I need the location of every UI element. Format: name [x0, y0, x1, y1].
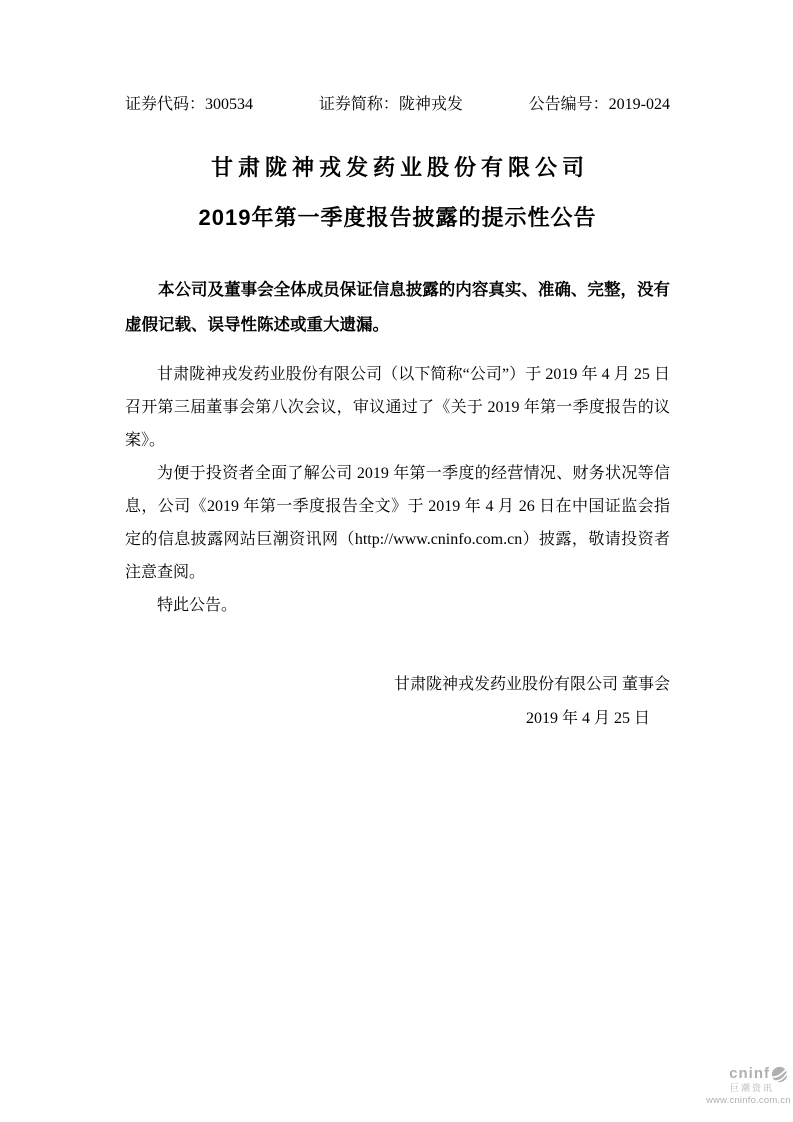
cninfo-brand-row	[706, 1066, 790, 1083]
signature-company: 甘肃陇神戎发药业股份有限公司 董事会	[393, 676, 670, 693]
signature-date: 2019 年 4 月 25 日	[525, 710, 650, 727]
cninfo-brand-text: cninf	[729, 1064, 770, 1082]
stock-code: 证券代码：300534	[125, 96, 254, 113]
stock-name: 证券简称：陇神戎发	[318, 96, 463, 113]
signature-block	[125, 668, 670, 736]
cninfo-url: www.cninfo.com.cn	[706, 1094, 791, 1106]
cninfo-brand-chinese: 巨潮资讯	[729, 1082, 774, 1093]
paragraph-board-meeting: 甘肃陇神戎发药业股份有限公司（以下简称“公司”）于 2019 年 4 月 25 日召开第三届董事会第八次会议，审议通过了《关于 2019 年第一季度报告的议案》。	[125, 366, 670, 449]
disclaimer-notice: 本公司及董事会全体成员保证信息披露的内容真实、准确、完整，没有虚假记载、误导性陈述或重大遗漏。	[125, 281, 670, 334]
company-title: 甘肃陇神戎发药业股份有限公司	[210, 155, 589, 180]
paragraph-closing: 特此公告。	[157, 597, 238, 614]
announcement-title: 2019年第一季度报告披露的提示性公告	[198, 205, 597, 230]
announcement-number: 公告编号：2019-024	[528, 96, 670, 113]
cninfo-swirl-icon	[771, 1066, 788, 1083]
cninfo-watermark	[706, 1066, 790, 1106]
document-header	[125, 95, 670, 115]
paragraph-disclosure-info: 为便于投资者全面了解公司 2019 年第一季度的经营情况、财务状况等信息，公司《2019 年第一季度报告全文》于 2019 年 4 月 26 日在中国证监会指定的信息披露网站巨潮资讯网（http://www.cninfo.com.cn）披露，敬请投资者注意查阅。	[125, 465, 670, 581]
